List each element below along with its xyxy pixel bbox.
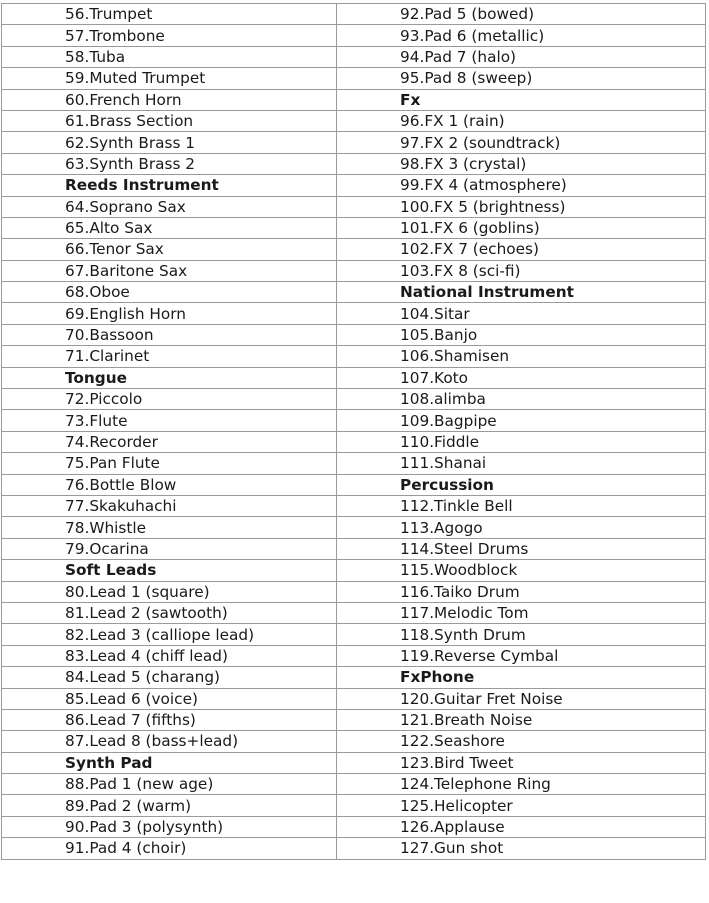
instrument-item: 85.Lead 6 (voice) — [2, 688, 337, 709]
instrument-item: 127.Gun shot — [337, 838, 706, 859]
table-row — [2, 410, 706, 431]
instrument-item: 125.Helicopter — [337, 795, 706, 816]
instrument-item: 90.Pad 3 (polysynth) — [2, 816, 337, 837]
table-row — [2, 816, 706, 837]
instrument-item: 116.Taiko Drum — [337, 581, 706, 602]
table-row — [2, 346, 706, 367]
instrument-item: 97.FX 2 (soundtrack) — [337, 132, 706, 153]
instrument-item: 101.FX 6 (goblins) — [337, 217, 706, 238]
category-heading: National Instrument — [337, 282, 706, 303]
instrument-item: 69.English Horn — [2, 303, 337, 324]
instrument-item: 91.Pad 4 (choir) — [2, 838, 337, 859]
instrument-item: 77.Skakuhachi — [2, 495, 337, 516]
instrument-item: 126.Applause — [337, 816, 706, 837]
table-row — [2, 560, 706, 581]
instrument-item: 121.Breath Noise — [337, 709, 706, 730]
instrument-item: 63.Synth Brass 2 — [2, 153, 337, 174]
category-heading: Percussion — [337, 474, 706, 495]
category-heading: FxPhone — [337, 667, 706, 688]
instrument-item: 118.Synth Drum — [337, 624, 706, 645]
instrument-item: 117.Melodic Tom — [337, 602, 706, 623]
instrument-item: 109.Bagpipe — [337, 410, 706, 431]
instrument-item: 56.Trumpet — [2, 4, 337, 25]
instrument-table — [1, 3, 706, 860]
table-row — [2, 89, 706, 110]
table-row — [2, 389, 706, 410]
instrument-item: 81.Lead 2 (sawtooth) — [2, 602, 337, 623]
instrument-item: 99.FX 4 (atmosphere) — [337, 175, 706, 196]
instrument-item: 100.FX 5 (brightness) — [337, 196, 706, 217]
instrument-item: 75.Pan Flute — [2, 453, 337, 474]
instrument-item: 65.Alto Sax — [2, 217, 337, 238]
table-row — [2, 602, 706, 623]
table-row — [2, 4, 706, 25]
table-row — [2, 175, 706, 196]
table-row — [2, 774, 706, 795]
instrument-item: 115.Woodblock — [337, 560, 706, 581]
instrument-item: 96.FX 1 (rain) — [337, 110, 706, 131]
table-row — [2, 688, 706, 709]
instrument-item: 57.Trombone — [2, 25, 337, 46]
table-row — [2, 538, 706, 559]
instrument-item: 76.Bottle Blow — [2, 474, 337, 495]
instrument-item: 108.alimba — [337, 389, 706, 410]
table-row — [2, 731, 706, 752]
instrument-item: 114.Steel Drums — [337, 538, 706, 559]
table-row — [2, 68, 706, 89]
table-row — [2, 838, 706, 859]
table-row — [2, 303, 706, 324]
instrument-item: 83.Lead 4 (chiff lead) — [2, 645, 337, 666]
instrument-item: 84.Lead 5 (charang) — [2, 667, 337, 688]
instrument-item: 58.Tuba — [2, 46, 337, 67]
table-row — [2, 495, 706, 516]
table-row — [2, 239, 706, 260]
instrument-item: 66.Tenor Sax — [2, 239, 337, 260]
table-row — [2, 153, 706, 174]
instrument-item: 72.Piccolo — [2, 389, 337, 410]
table-row — [2, 752, 706, 773]
instrument-item: 93.Pad 6 (metallic) — [337, 25, 706, 46]
instrument-item: 111.Shanai — [337, 453, 706, 474]
category-heading: Fx — [337, 89, 706, 110]
table-row — [2, 709, 706, 730]
instrument-item: 88.Pad 1 (new age) — [2, 774, 337, 795]
table-row — [2, 431, 706, 452]
instrument-item: 123.Bird Tweet — [337, 752, 706, 773]
instrument-item: 78.Whistle — [2, 517, 337, 538]
table-row — [2, 624, 706, 645]
instrument-item: 87.Lead 8 (bass+lead) — [2, 731, 337, 752]
instrument-item: 89.Pad 2 (warm) — [2, 795, 337, 816]
instrument-item: 119.Reverse Cymbal — [337, 645, 706, 666]
table-row — [2, 667, 706, 688]
instrument-item: 60.French Horn — [2, 89, 337, 110]
table-row — [2, 260, 706, 281]
table-row — [2, 282, 706, 303]
instrument-item: 62.Synth Brass 1 — [2, 132, 337, 153]
table-row — [2, 795, 706, 816]
table-row — [2, 474, 706, 495]
instrument-item: 59.Muted Trumpet — [2, 68, 337, 89]
instrument-item: 102.FX 7 (echoes) — [337, 239, 706, 260]
table-row — [2, 581, 706, 602]
instrument-item: 68.Oboe — [2, 282, 337, 303]
instrument-item: 95.Pad 8 (sweep) — [337, 68, 706, 89]
instrument-table-body — [2, 4, 706, 860]
instrument-item: 71.Clarinet — [2, 346, 337, 367]
instrument-item: 103.FX 8 (sci-fi) — [337, 260, 706, 281]
instrument-item: 74.Recorder — [2, 431, 337, 452]
instrument-item: 73.Flute — [2, 410, 337, 431]
table-row — [2, 453, 706, 474]
table-row — [2, 517, 706, 538]
category-heading: Reeds Instrument — [2, 175, 337, 196]
table-row — [2, 324, 706, 345]
category-heading: Synth Pad — [2, 752, 337, 773]
instrument-item: 120.Guitar Fret Noise — [337, 688, 706, 709]
instrument-item: 80.Lead 1 (square) — [2, 581, 337, 602]
table-row — [2, 217, 706, 238]
instrument-item: 113.Agogo — [337, 517, 706, 538]
instrument-item: 92.Pad 5 (bowed) — [337, 4, 706, 25]
table-row — [2, 645, 706, 666]
instrument-item: 105.Banjo — [337, 324, 706, 345]
instrument-item: 94.Pad 7 (halo) — [337, 46, 706, 67]
instrument-item: 112.Tinkle Bell — [337, 495, 706, 516]
instrument-item: 79.Ocarina — [2, 538, 337, 559]
instrument-item: 122.Seashore — [337, 731, 706, 752]
table-row — [2, 132, 706, 153]
instrument-item: 61.Brass Section — [2, 110, 337, 131]
instrument-item: 110.Fiddle — [337, 431, 706, 452]
instrument-item: 107.Koto — [337, 367, 706, 388]
instrument-item: 86.Lead 7 (fifths) — [2, 709, 337, 730]
instrument-item: 106.Shamisen — [337, 346, 706, 367]
table-row — [2, 196, 706, 217]
table-row — [2, 46, 706, 67]
table-row — [2, 25, 706, 46]
table-row — [2, 110, 706, 131]
category-heading: Soft Leads — [2, 560, 337, 581]
instrument-item: 64.Soprano Sax — [2, 196, 337, 217]
instrument-item: 98.FX 3 (crystal) — [337, 153, 706, 174]
instrument-item: 82.Lead 3 (calliope lead) — [2, 624, 337, 645]
category-heading: Tongue — [2, 367, 337, 388]
instrument-item: 124.Telephone Ring — [337, 774, 706, 795]
instrument-item: 67.Baritone Sax — [2, 260, 337, 281]
table-row — [2, 367, 706, 388]
instrument-item: 70.Bassoon — [2, 324, 337, 345]
instrument-item: 104.Sitar — [337, 303, 706, 324]
